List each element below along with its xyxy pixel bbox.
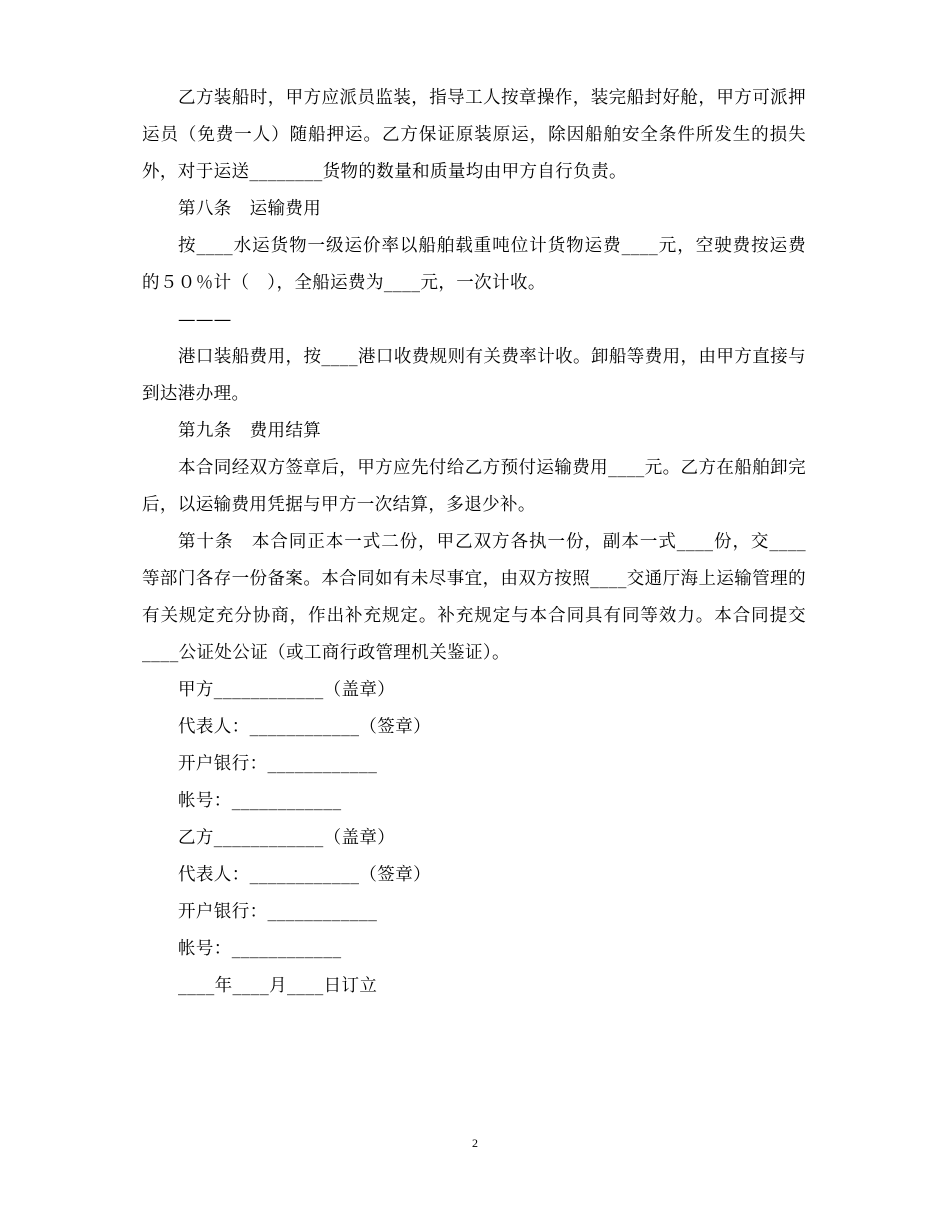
party-b-representative-line: 代表人：____________（签章）	[178, 865, 431, 885]
article-9-heading: 第九条 费用结算	[178, 421, 322, 441]
party-b-account-line: 帐号：____________	[178, 939, 342, 959]
article-10-paragraph: 第十条 本合同正本一式二份，甲乙双方各执一份，副本一式____份，交____等部门各存一份备案。本合同如有未尽事宜，由双方按照____交通厅海上运输管理的有关规定充分协商，作出补充规定。补充规定与本合同具有同等效力。本合同提交____公证处公证（或工商行政管理机关鉴证）。	[142, 532, 806, 663]
party-b-bank-line: 开户银行：____________	[178, 902, 378, 922]
party-a-line: 甲方____________（盖章）	[178, 680, 396, 700]
paragraph-settlement: 本合同经双方签章后，甲方应先付给乙方预付运输费用____元。乙方在船舶卸完后，以运输费用凭据与甲方一次结算，多退少补。	[142, 458, 806, 515]
party-a-representative-line: 代表人：____________（签章）	[178, 717, 431, 737]
contract-body	[142, 80, 806, 1005]
paragraph-freight-rate: 按____水运货物一级运价率以船舶载重吨位计货物运费____元，空驶费按运费的５０％计（ ），全船运费为____元，一次计收。	[142, 236, 806, 293]
article-8-heading: 第八条 运输费用	[178, 199, 322, 219]
party-b-line: 乙方____________（盖章）	[178, 828, 396, 848]
party-a-bank-line: 开户银行：____________	[178, 754, 378, 774]
page-number: 2	[472, 1136, 478, 1150]
party-a-account-line: 帐号：____________	[178, 791, 342, 811]
paragraph-separator: ———	[178, 310, 232, 330]
signing-date-line: ____年____月____日订立	[178, 976, 378, 996]
paragraph-port-fees: 港口装船费用，按____港口收费规则有关费率计收。卸船等费用，由甲方直接与到达港办理。	[142, 347, 806, 404]
paragraph-loading-supervision: 乙方装船时，甲方应派员监装，指导工人按章操作，装完船封好舱，甲方可派押运员（免费一人）随船押运。乙方保证原装原运，除因船舶安全条件所发生的损失外，对于运送________货物的数量和质量均由甲方自行负责。	[142, 88, 806, 182]
signature-block	[142, 672, 806, 1005]
